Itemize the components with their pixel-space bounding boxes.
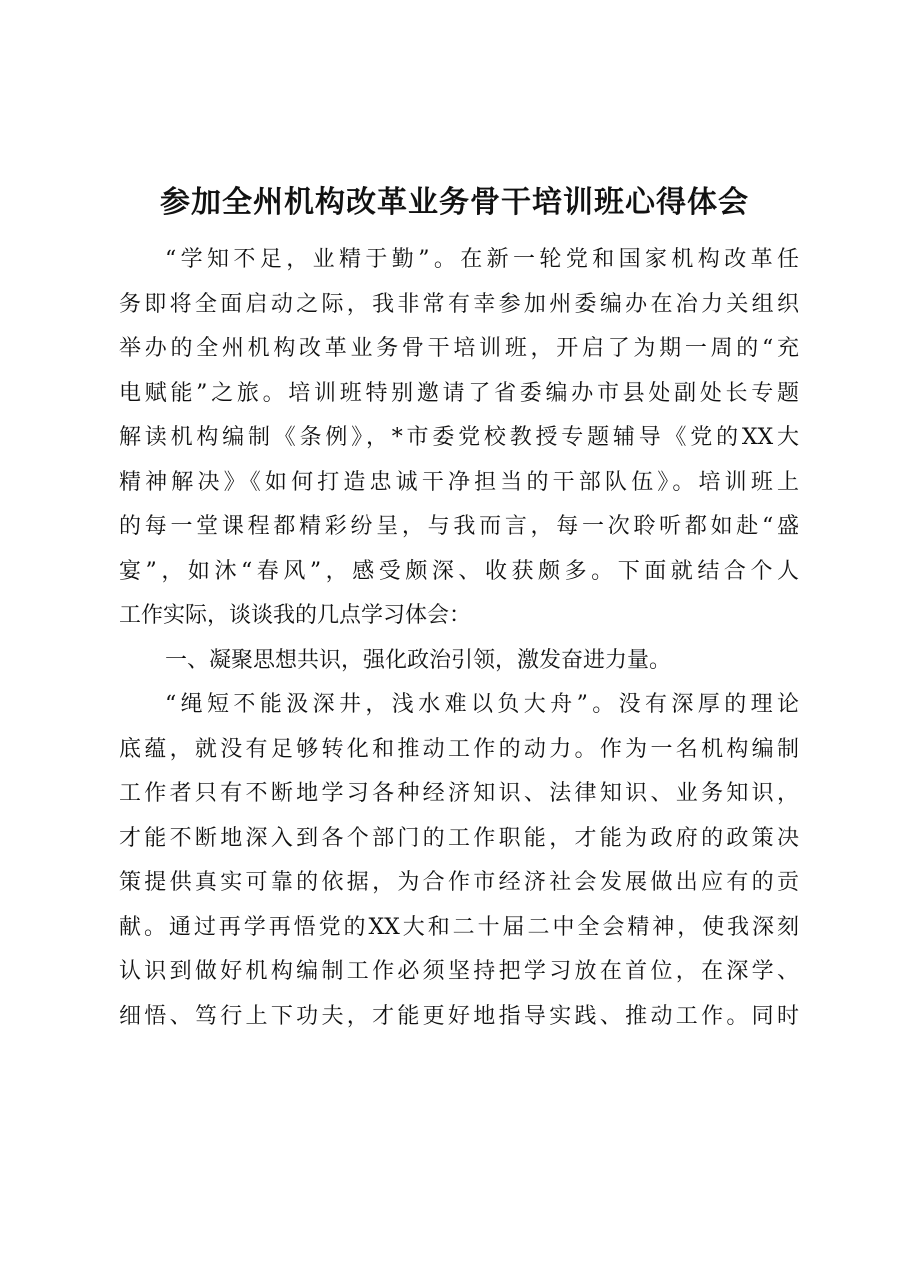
document-body	[119, 238, 799, 1039]
paragraph-line: “学知不足，业精于勤”。在新一轮党和国家机构改革任	[165, 247, 799, 272]
paragraph-line: 细悟、笃行上下功夫，才能更好地指导实践、推动工作。同时	[119, 1003, 799, 1029]
paragraph-line: 电赋能”之旅。培训班特别邀请了省委编办市县处副处长专题	[119, 380, 799, 406]
paragraph-line: 的每一堂课程都精彩纷呈，与我而言，每一次聆听都如赴“盛	[119, 514, 799, 539]
paragraph-line: 务即将全面启动之际，我非常有幸参加州委编办在冶力关组织	[119, 291, 799, 317]
paragraph-line: 宴”，如沐“春风”，感受颇深、收获颇多。下面就结合个人	[119, 558, 799, 584]
paragraph-line: 才能不断地深入到各个部门的工作职能，才能为政府的政策决	[119, 825, 799, 851]
paragraph-line: 认识到做好机构编制工作必须坚持把学习放在首位，在深学、	[119, 959, 799, 984]
paragraph-line: 举办的全州机构改革业务骨干培训班，开启了为期一周的“充	[119, 336, 799, 361]
paragraph-line: 策提供真实可靠的依据，为合作市经济社会发展做出应有的贡	[119, 870, 799, 895]
paragraph-line: 精神解决》《如何打造忠诚干净担当的干部队伍》。培训班上	[119, 469, 799, 495]
document-title: 参加全州机构改革业务骨干培训班心得体会	[160, 185, 749, 220]
paragraph-line: 献。通过再学再悟党的XX大和二十届二中全会精神，使我深刻	[119, 914, 799, 940]
section-heading: 一、凝聚思想共识，强化政治引领，激发奋进力量。	[165, 647, 672, 673]
paragraph-line: 工作实际，谈谈我的几点学习体会：	[119, 603, 472, 628]
paragraph-line: 底蕴，就没有足够转化和推动工作的动力。作为一名机构编制	[119, 736, 799, 762]
paragraph-line: “绳短不能汲深井，浅水难以负大舟”。没有深厚的理论	[165, 692, 799, 717]
paragraph-line: 解读机构编制《条例》，*市委党校教授专题辅导《党的XX大	[119, 425, 799, 450]
paragraph-line: 工作者只有不断地学习各种经济知识、法律知识、业务知识，	[119, 781, 799, 806]
